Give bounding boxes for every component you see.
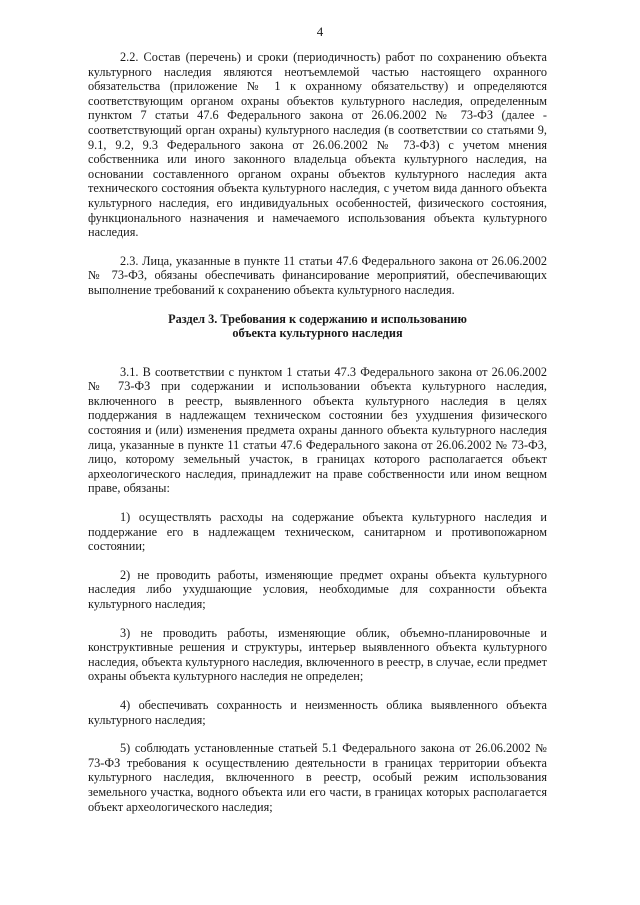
paragraph-2-2: 2.2. Состав (перечень) и сроки (периодичность) работ по сохранению объекта культурного наследия являются неотъемлемой частью настоящего охранного обязательства (приложение № 1 к охранному обязательству) и определяются соответствующим органом охраны объектов культурного наследия, определенным пунктом 7 статьи 47.6 Федерального закона от 26.06.2002 № 73-ФЗ (далее - соответствующий орган охраны) культурного наследия (в соответствии со статьями 9, 9.1, 9.2, 9.3 Федерального закона от 26.06.2002 № 73-ФЗ) с учетом мнения собственника или иного законного владельца объекта культурного наследия, на основании составленного органом охраны объектов культурного наследия акта технического состояния объекта культурного наследия, с учетом вида данного объекта культурного наследия, его индивидуальных особенностей, физического состояния, функционального назначения и намечаемого использования объекта культурного наследия. bbox=[88, 50, 547, 240]
section-3-heading bbox=[88, 312, 547, 341]
list-item-5: 5) соблюдать установленные статьей 5.1 Федерального закона от 26.06.2002 № 73-ФЗ требования к осуществлению деятельности в границах территории объекта культурного наследия, включенного в реестр, особый режим использования земельного участка, водного объекта или его части, в границах которых располагается объект археологического наследия; bbox=[88, 741, 547, 814]
page-number: 4 bbox=[316, 24, 324, 39]
list-item-1: 1) осуществлять расходы на содержание объекта культурного наследия и поддержание его в надлежащем техническом, санитарном и противопожарном состоянии; bbox=[88, 510, 547, 554]
list-item-2: 2) не проводить работы, изменяющие предмет охраны объекта культурного наследия либо ухудшающие условия, необходимые для сохранности объекта культурного наследия; bbox=[88, 567, 547, 611]
list-item-4: 4) обеспечивать сохранность и неизменность облика выявленного объекта культурного наследия; bbox=[88, 697, 547, 727]
list-item-3: 3) не проводить работы, изменяющие облик, объемно-планировочные и конструктивные решения и структуры, интерьер выявленного объекта культурного наследия, объекта культурного наследия, включенного в реестр, в случае, если предмет охраны объекта культурного наследия не определен; bbox=[88, 625, 547, 684]
paragraph-2-3: 2.3. Лица, указанные в пункте 11 статьи 47.6 Федерального закона от 26.06.2002 № 73-ФЗ, обязаны обеспечивать финансирование мероприятий, обеспечивающих выполнение требований к сохранению объекта культурного наследия. bbox=[88, 253, 547, 297]
document-body bbox=[88, 50, 547, 828]
section-title-line-1: Раздел 3. Требования к содержанию и использованию bbox=[168, 311, 467, 326]
section-title-line-2: объекта культурного наследия bbox=[232, 326, 403, 341]
paragraph-3-1: 3.1. В соответствии с пунктом 1 статьи 47.3 Федерального закона от 26.06.2002 № 73-ФЗ при содержании и использовании объекта культурного наследия, включенного в реестр, выявленного объекта культурного наследия в целях поддержания в надлежащем техническом состоянии без ухудшения физического состояния и (или) изменения предмета охраны данного объекта культурного наследия лица, указанные в пункте 11 статьи 47.6 Федерального закона от 26.06.2002 № 73-ФЗ, лицо, которому земельный участок, в границах которого располагается объект археологического наследия, принадлежит на праве собственности или ином вещном праве, обязаны: bbox=[88, 364, 547, 496]
